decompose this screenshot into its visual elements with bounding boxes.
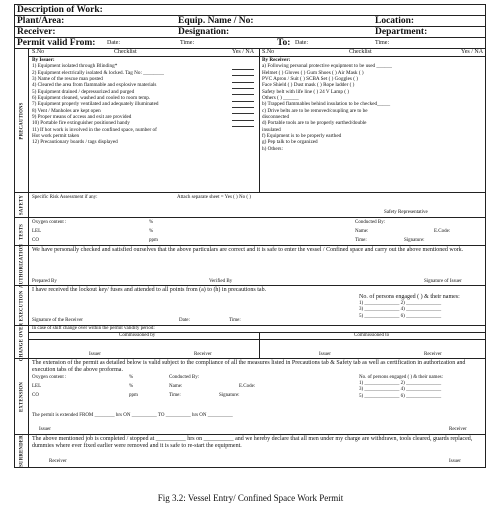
receiver-checklist xyxy=(262,57,487,184)
execution-tab: EXECUTION xyxy=(19,290,24,321)
safety-representative-label: Safety Representative xyxy=(384,210,428,215)
receiver-item: d) Portable tools are to be properly earthed/double xyxy=(262,120,367,127)
receiver-item: h) Others: xyxy=(262,145,283,152)
receiver-item xyxy=(262,178,487,184)
issuer-item xyxy=(32,146,257,152)
issuer-item: 2) Equipment electrically isolated & locked. Tag No: ________ xyxy=(32,69,164,76)
receiver-item: g) Pep talk to be organized xyxy=(262,139,318,146)
time-label: Time: xyxy=(180,40,195,46)
receiver-item: Safety belt with life line ( ) 24 V Lamp ( ) xyxy=(262,88,349,95)
ecode-label: E.Code: xyxy=(434,229,451,234)
change-over-tab: CHANGE OVER xyxy=(19,322,24,362)
extension-section: EXTENSION The extension of the permit as detailed below is valid subject to the compliance of all the measures listed in Precautions tab & Safety tab as well as certification in authorization and execution tabs of the above proforma. Oxygen content : % LEL % CO ppm Conducted By: Name: E.Code: Time: Signature: No. of persons engaged ( ) & their names: 1) ______________ 2) ______________ 3) ______________ 4) ______________ 5) ______________ 6) ______________ The permit is extended FROM ________ hrs ON __________ TO __________ hrs ON __________ Issuer Receiver xyxy=(15,359,485,435)
signature-label: Signature: xyxy=(404,238,425,243)
surrender-section: SURRENDER The above mentioned job is completed / stopped at __________ hrs on __________ and we hereby declare that all men under my charge are withdrawn, tools cleared, guards replaced, dummies where ever fixed earlier were removed and it is safe to re-start the equipment. Receiver Issuer xyxy=(15,435,485,467)
designation-label: Designation: xyxy=(178,27,230,37)
co-label: CO xyxy=(32,238,39,243)
exec-date-label: Date: xyxy=(179,318,190,323)
change-over-section: CHANGE OVER In case of shift change over within the permit validity period: Commissioned by Commissioned to Issuer Receiver Issuer Receiver xyxy=(15,326,485,359)
equip-label: Equip. Name / No: xyxy=(178,16,254,26)
receiver-item: disconnected xyxy=(262,114,290,121)
prepared-by-label: Prepared By xyxy=(32,279,57,284)
issuer-signature-label: Signature of Issuer xyxy=(424,279,462,284)
verified-by-label: Verified By xyxy=(209,279,233,284)
to-date-label: Date: xyxy=(295,40,308,46)
issuer-item: 12) Precautionary boards / tags displayed xyxy=(32,139,118,146)
risk-assessment-label: Specific Risk Assessment if any: xyxy=(32,195,98,200)
safety-tab: SAFETY xyxy=(19,194,24,216)
receiver-item: insulated xyxy=(262,126,281,133)
receiver-label: Receiver: xyxy=(17,27,56,37)
receiver-item: a) Following personal protective equipment to be used ______ xyxy=(262,63,392,70)
description-label: Description of Work: xyxy=(17,5,103,15)
receiver-item: Face Shield ( ) Dust mask ( ) Rope ladder ( ) xyxy=(262,82,355,89)
receiver-item: PVC Apron / Suit ( ) SCBA Set ( ) Goggles ( ) xyxy=(262,76,358,83)
extension-tab: EXTENSION xyxy=(19,381,24,412)
exec-time-label: Time: xyxy=(229,318,241,323)
sno-header-2: S.No xyxy=(262,49,275,55)
conducted-by-label: Conducted By: xyxy=(355,220,386,225)
issuer-item: 7) Equipment properly ventilated and adequately illuminated xyxy=(32,101,159,108)
description-row xyxy=(15,5,485,16)
precautions-tab: PRECAUTIONS xyxy=(15,49,29,192)
by-issuer-heading: By Issuer: xyxy=(32,57,55,63)
extended-from-label: The permit is extended FROM ________ hrs ON __________ TO __________ hrs ON __________ xyxy=(32,413,233,418)
issuer-item: 8) Vent / Manholes are kept open xyxy=(32,107,101,114)
receiver-item: Others ( ) ______ xyxy=(262,95,299,102)
permit-valid-row xyxy=(15,38,485,49)
issuer-item: 11) If hot work is involved in the confined space, number of xyxy=(32,126,157,133)
plant-area-label: Plant/Area: xyxy=(17,16,65,26)
authorization-statement: We have personally checked and satisfied ourselves that the above particulars are correct and it is safe to enter the vessel / Confined space and carry out the above mentioned work. xyxy=(32,247,464,253)
yes-na-header-2: Yes / NA xyxy=(461,49,484,55)
test-time-label: Time: xyxy=(355,238,367,243)
surrender-statement: The above mentioned job is completed / stopped at __________ hrs on __________ and we hereby declare that all men under my charge are withdrawn, tools cleared, guards replaced, dummies where ever fixed earlier were removed and it is safe to re-start the equipment. xyxy=(32,436,473,449)
checklist-header: Checklist xyxy=(114,49,137,55)
issuer-item: Hot work permit taken xyxy=(32,133,80,140)
permit-valid-label: Permit valid From: xyxy=(17,38,96,48)
receiver-item: b) Trapped flammables behind insulation to be checked_____ xyxy=(262,101,391,108)
issuer-item: 4) Cleared the area from flammable and explosive materials xyxy=(32,82,157,89)
issuer-checklist xyxy=(32,57,257,152)
safety-section xyxy=(15,193,485,218)
sno-header: S.No xyxy=(32,49,45,55)
commissioned-to-label: Commissioned to xyxy=(354,333,390,338)
location-label: Location: xyxy=(375,16,415,26)
authorization-section xyxy=(15,243,485,288)
lel-label: LEL xyxy=(32,229,42,234)
issuer-item: 9) Proper means of access and exit are provided xyxy=(32,114,132,121)
authorization-tab: AUTHORIZATION xyxy=(19,243,24,288)
extension-statement: The extension of the permit as detailed below is valid subject to the compliance of all the measures listed in Precautions tab & Safety tab as well as certification in authorization and execution tabs of the above proforma. xyxy=(32,360,466,373)
issuer-item: 10) Portable fire extinguisher positioned handy xyxy=(32,120,130,127)
shift-change-note: In case of shift change over within the permit validity period: xyxy=(32,326,155,331)
figure-caption: Fig 3.2: Vessel Entry/ Confined Space Work Permit xyxy=(157,493,344,503)
commissioned-by-label: Commissioned by xyxy=(119,333,156,338)
receiver-item: c) Drive belts are to be removed/coupling are to be xyxy=(262,107,368,114)
tests-tab: TESTS xyxy=(19,223,24,240)
execution-section: EXECUTION I have received the lockout key/ fuses and attended to all points from (a) to (h) in precautions tab. No. of persons engaged ( ) & their names: 1) ______________ 2) ______________ 3) ______________ 4) ______________ 5) ______________ 6) ______________ Signature of the Receiver Date: Time: xyxy=(15,286,485,326)
issuer-item: 5) Equipment drained / depressurized and purged xyxy=(32,88,135,95)
issuer-item: 3) Name of the rescue man posted xyxy=(32,76,103,83)
oxygen-label: Oxygen content : xyxy=(32,220,67,225)
receiver-row xyxy=(15,27,485,38)
receiver-item: f) Equipment is to be properly earthed xyxy=(262,133,342,140)
to-time-label: Time: xyxy=(375,40,390,46)
checklist-header-2: Checklist xyxy=(349,49,372,55)
issuer-item: 1) Equipment isolated through Blinding* xyxy=(32,63,118,70)
to-label: To: xyxy=(277,38,291,48)
surrender-tab: SURRENDER xyxy=(19,435,24,467)
plant-row xyxy=(15,16,485,27)
by-receiver-heading: By Receiver: xyxy=(262,57,291,63)
name-label: Name: xyxy=(355,229,369,234)
date-label: Date: xyxy=(107,40,120,46)
persons-engaged-label: No. of persons engaged ( ) & their names: xyxy=(359,294,460,300)
yes-na-header: Yes / NA xyxy=(232,49,255,55)
attach-sheet-label: Attach separate sheet = Yes ( ) No ( ) xyxy=(177,195,251,200)
tests-section: TESTS Oxygen content : % LEL % CO ppm Conducted By: Name: E.Code: Time: Signature: xyxy=(15,218,485,246)
execution-statement: I have received the lockout key/ fuses and attended to all points from (a) to (h) in precautions tab. xyxy=(32,287,267,293)
department-label: Department: xyxy=(375,27,428,37)
work-permit-form xyxy=(14,4,486,468)
receiver-signature-label: Signature of the Receiver xyxy=(32,318,83,323)
issuer-item: 6) Equipment cleaned, washed and cooled to room temp. xyxy=(32,95,151,102)
receiver-item: Helmet ( ) Gloves ( ) Gum Shoes ( ) Air Mask ( ) xyxy=(262,69,364,76)
precautions-section xyxy=(15,49,485,193)
